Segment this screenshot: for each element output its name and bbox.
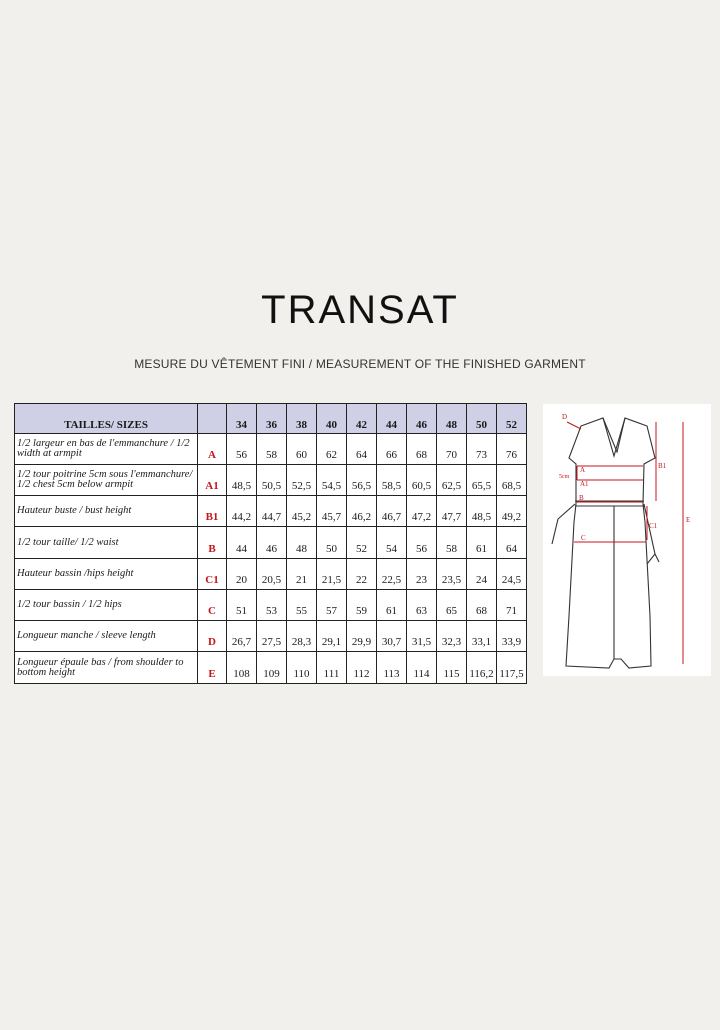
measurement-cell: 50 [317, 527, 347, 559]
measurement-cell: 65,5 [467, 465, 497, 496]
size-table-container [14, 403, 527, 684]
row-label: Longueur manche / sleeve length [15, 621, 198, 652]
measurement-cell: 114 [407, 652, 437, 684]
diagram-label-c: C [581, 534, 586, 542]
measurement-cell: 54,5 [317, 465, 347, 496]
measurement-cell: 60,5 [407, 465, 437, 496]
measurement-cell: 29,9 [347, 621, 377, 652]
dress-outline [566, 418, 655, 668]
measurement-cell: 44 [227, 527, 257, 559]
diagram-label-d: D [562, 413, 568, 421]
measurement-cell: 62 [317, 434, 347, 465]
row-code: B [198, 527, 227, 559]
table-row [15, 434, 527, 465]
measurement-cell: 22 [347, 559, 377, 590]
measurement-cell: 112 [347, 652, 377, 684]
measurement-cell: 46,2 [347, 496, 377, 527]
measurement-cell: 61 [467, 527, 497, 559]
row-code: C [198, 590, 227, 621]
measurement-cell: 58 [257, 434, 287, 465]
measurement-cell: 47,2 [407, 496, 437, 527]
row-label: Longueur épaule bas / from shoulder to bottom height [15, 652, 198, 684]
measurement-cell: 52,5 [287, 465, 317, 496]
measurement-cell: 57 [317, 590, 347, 621]
dress-belt-tie-left [552, 504, 575, 544]
size-header-50: 50 [467, 404, 497, 434]
measurement-cell: 71 [497, 590, 527, 621]
measurement-cell: 23,5 [437, 559, 467, 590]
size-header-38: 38 [287, 404, 317, 434]
size-header-42: 42 [347, 404, 377, 434]
measurement-cell: 68,5 [497, 465, 527, 496]
measurement-cell: 31,5 [407, 621, 437, 652]
measurement-cell: 63 [407, 590, 437, 621]
measurement-cell: 24 [467, 559, 497, 590]
measurement-cell: 113 [377, 652, 407, 684]
measurement-cell: 20 [227, 559, 257, 590]
measurement-cell: 22,5 [377, 559, 407, 590]
measurement-cell: 23 [407, 559, 437, 590]
row-code: E [198, 652, 227, 684]
measurement-cell: 48,5 [227, 465, 257, 496]
diagram-label-c1: C1 [649, 522, 658, 530]
size-header-44: 44 [377, 404, 407, 434]
row-code: B1 [198, 496, 227, 527]
table-body [15, 434, 527, 684]
measurement-cell: 29,1 [317, 621, 347, 652]
measurement-cell: 76 [497, 434, 527, 465]
size-header-34: 34 [227, 404, 257, 434]
measurement-cell: 27,5 [257, 621, 287, 652]
measurement-cell: 62,5 [437, 465, 467, 496]
table-row [15, 652, 527, 684]
row-label: 1/2 tour bassin / 1/2 hips [15, 590, 198, 621]
measurement-cell: 54 [377, 527, 407, 559]
row-label: 1/2 tour taille/ 1/2 waist [15, 527, 198, 559]
measurement-cell: 68 [467, 590, 497, 621]
row-code: A1 [198, 465, 227, 496]
row-label: 1/2 tour poitrine 5cm sous l'emmanchure/ 1/2 chest 5cm below armpit [15, 465, 198, 496]
row-label: Hauteur bassin /hips height [15, 559, 198, 590]
measurement-cell: 61 [377, 590, 407, 621]
measurement-cell: 64 [497, 527, 527, 559]
measurement-cell: 110 [287, 652, 317, 684]
dress-neckline-inner [603, 418, 625, 456]
row-label: Hauteur buste / bust height [15, 496, 198, 527]
diagram-label-a: A [580, 466, 586, 474]
table-row [15, 590, 527, 621]
measurement-cell: 56 [227, 434, 257, 465]
measurement-cell: 59 [347, 590, 377, 621]
page-subtitle: MESURE DU VÊTEMENT FINI / MEASUREMENT OF THE FINISHED GARMENT [134, 357, 586, 371]
measurement-cell: 60 [287, 434, 317, 465]
measurement-cell: 73 [467, 434, 497, 465]
measurement-cell: 45,7 [317, 496, 347, 527]
table-header-row [15, 404, 527, 434]
table-row [15, 496, 527, 527]
measurement-cell: 116,2 [467, 652, 497, 684]
measurement-cell: 33,9 [497, 621, 527, 652]
measurement-cell: 28,3 [287, 621, 317, 652]
measurement-cell: 58 [437, 527, 467, 559]
measurement-cell: 21 [287, 559, 317, 590]
measurement-cell: 53 [257, 590, 287, 621]
size-table [14, 403, 527, 684]
measurement-cell: 44,2 [227, 496, 257, 527]
diagram-label-e: E [686, 516, 691, 524]
measurement-cell: 56,5 [347, 465, 377, 496]
size-header-40: 40 [317, 404, 347, 434]
table-row [15, 621, 527, 652]
measurement-cell: 32,3 [437, 621, 467, 652]
measurement-cell: 20,5 [257, 559, 287, 590]
measurement-cell: 24,5 [497, 559, 527, 590]
measurement-cell: 45,2 [287, 496, 317, 527]
row-code: A [198, 434, 227, 465]
diagram-label-b1: B1 [658, 462, 667, 470]
measurement-cell: 46,7 [377, 496, 407, 527]
page-title: TRANSAT [261, 288, 459, 332]
measurement-cell: 26,7 [227, 621, 257, 652]
measurement-cell: 51 [227, 590, 257, 621]
measurement-cell: 30,7 [377, 621, 407, 652]
size-header-52: 52 [497, 404, 527, 434]
measurement-cell: 55 [287, 590, 317, 621]
header-code-cell [198, 404, 227, 434]
measurement-cell: 21,5 [317, 559, 347, 590]
table-row [15, 559, 527, 590]
measurement-cell: 48 [287, 527, 317, 559]
diagram-label-5cm: 5cm [559, 474, 570, 480]
measurement-cell: 117,5 [497, 652, 527, 684]
measurement-cell: 49,2 [497, 496, 527, 527]
measurement-cell: 58,5 [377, 465, 407, 496]
measurement-cell: 70 [437, 434, 467, 465]
measurement-cell: 111 [317, 652, 347, 684]
row-label: 1/2 largeur en bas de l'emmanchure / 1/2 width at armpit [15, 434, 198, 465]
diagram-label-a1: A1 [580, 480, 589, 488]
measurement-cell: 66 [377, 434, 407, 465]
measurement-cell: 46 [257, 527, 287, 559]
header-label: TAILLES/ SIZES [15, 404, 198, 434]
measurement-cell: 50,5 [257, 465, 287, 496]
measurement-cell: 68 [407, 434, 437, 465]
measurement-cell: 52 [347, 527, 377, 559]
garment-diagram [543, 404, 711, 676]
measurement-cell: 115 [437, 652, 467, 684]
measurement-cell: 65 [437, 590, 467, 621]
measurement-cell: 48,5 [467, 496, 497, 527]
row-code: C1 [198, 559, 227, 590]
size-header-48: 48 [437, 404, 467, 434]
row-code: D [198, 621, 227, 652]
size-header-46: 46 [407, 404, 437, 434]
measurement-cell: 56 [407, 527, 437, 559]
size-header-36: 36 [257, 404, 287, 434]
measurement-cell: 33,1 [467, 621, 497, 652]
measurement-cell: 108 [227, 652, 257, 684]
measurement-cell: 64 [347, 434, 377, 465]
measurement-cell: 44,7 [257, 496, 287, 527]
diagram-label-b: B [579, 494, 584, 502]
measurement-cell: 109 [257, 652, 287, 684]
table-row [15, 527, 527, 559]
measure-line-d [567, 422, 581, 429]
table-row [15, 465, 527, 496]
garment-diagram-svg [543, 404, 711, 676]
measurement-cell: 47,7 [437, 496, 467, 527]
